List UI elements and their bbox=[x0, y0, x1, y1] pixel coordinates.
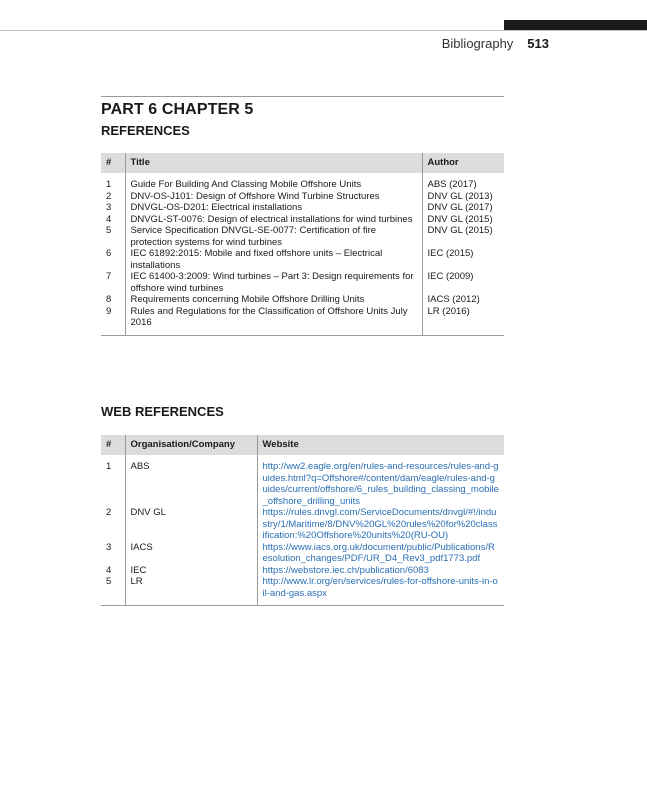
ref-author: DNV GL (2015) bbox=[427, 225, 493, 236]
ref-number: 3 bbox=[101, 202, 125, 214]
ref-number: 5 bbox=[101, 225, 125, 248]
website-link[interactable]: http://www.lr.org/en/services/rules-for-offshore-units-in-oil-and-gas.aspx bbox=[262, 576, 498, 599]
website-link[interactable]: https://webstore.iec.ch/publication/6083 bbox=[262, 564, 429, 576]
table-row bbox=[101, 507, 504, 542]
chapter-rule bbox=[101, 96, 504, 97]
ref-title: DNVGL-ST-0076: Design of electrical installations for wind turbines bbox=[125, 214, 422, 226]
table-row bbox=[101, 455, 504, 507]
web-ref-organisation: LR bbox=[125, 576, 257, 606]
web-references-heading: WEB REFERENCES bbox=[101, 404, 224, 419]
table-row bbox=[101, 214, 504, 226]
col-number-header: # bbox=[101, 153, 125, 173]
table-row bbox=[101, 542, 504, 565]
web-ref-organisation: ABS bbox=[125, 455, 257, 507]
web-ref-number: 1 bbox=[101, 455, 125, 507]
col-title-header: Title bbox=[125, 153, 422, 173]
ref-author: DNV GL (2013) bbox=[427, 190, 493, 202]
ref-number: 9 bbox=[101, 306, 125, 336]
table-row bbox=[101, 248, 504, 271]
running-header bbox=[442, 36, 549, 51]
web-ref-organisation: IEC bbox=[125, 565, 257, 577]
ref-title: Service Specification DNVGL-SE-0077: Certification of fire protection systems for wind turbines bbox=[125, 225, 422, 248]
references-table bbox=[101, 153, 504, 336]
web-ref-cell bbox=[257, 507, 504, 542]
web-ref-number: 2 bbox=[101, 507, 125, 542]
ref-author: IEC (2015) bbox=[427, 248, 474, 259]
website-link[interactable]: https://www.iacs.org.uk/document/public/Publications/Resolution_changes/PDF/UR_D4_Rev3_pdf1773.pdf bbox=[262, 541, 495, 564]
ref-number: 7 bbox=[101, 271, 125, 294]
web-ref-cell bbox=[257, 565, 504, 577]
web-ref-number: 5 bbox=[101, 576, 125, 606]
ref-number: 1 bbox=[101, 173, 125, 191]
table-row bbox=[101, 576, 504, 606]
web-ref-cell bbox=[257, 455, 504, 507]
ref-author: LR (2016) bbox=[427, 305, 470, 317]
web-ref-number: 4 bbox=[101, 565, 125, 577]
ref-author: DNV GL (2015) bbox=[427, 213, 493, 225]
ref-title: DNVGL-OS-D201: Electrical installations bbox=[125, 202, 422, 214]
ref-title: IEC 61892:2015: Mobile and fixed offshore units – Electrical installations bbox=[125, 248, 422, 271]
web-ref-number: 3 bbox=[101, 542, 125, 565]
ref-author: ABS (2017) bbox=[427, 179, 477, 190]
ref-author: IEC (2009) bbox=[427, 271, 474, 282]
table-row bbox=[101, 565, 504, 577]
running-title: Bibliography bbox=[441, 36, 514, 51]
col-organisation-header: Organisation/Company bbox=[125, 435, 257, 455]
table-row bbox=[101, 306, 504, 336]
table-row bbox=[101, 202, 504, 214]
web-references-header-row bbox=[101, 435, 504, 455]
ref-number: 2 bbox=[101, 191, 125, 203]
ref-title: DNV-OS-J101: Design of Offshore Wind Turbine Structures bbox=[125, 191, 422, 203]
ref-author: DNV GL (2017) bbox=[427, 202, 493, 213]
col-website-header: Website bbox=[257, 435, 504, 455]
table-row bbox=[101, 173, 504, 191]
web-ref-organisation: DNV GL bbox=[125, 507, 257, 542]
ref-title: Rules and Regulations for the Classification of Offshore Units July 2016 bbox=[125, 306, 422, 336]
web-ref-organisation: IACS bbox=[125, 542, 257, 565]
chapter-title: PART 6 CHAPTER 5 bbox=[101, 101, 254, 118]
ref-title: Guide For Building And Classing Mobile Offshore Units bbox=[125, 173, 422, 191]
page-number: 513 bbox=[527, 36, 549, 51]
references-heading: REFERENCES bbox=[101, 123, 190, 138]
ref-number: 6 bbox=[101, 248, 125, 271]
ref-author: IACS (2012) bbox=[427, 294, 480, 305]
table-row bbox=[101, 294, 504, 306]
col-number-header: # bbox=[101, 435, 125, 455]
ref-title: IEC 61400-3:2009: Wind turbines – Part 3: Design requirements for offshore wind turbines bbox=[125, 271, 422, 294]
table-row bbox=[101, 271, 504, 294]
website-link[interactable]: http://ww2.eagle.org/en/rules-and-resources/rules-and-guides.html?q=Offshore#/content/dam/eagle/rules-and-guides/current/offshore/6_rules_building_classing_mobile_offshore_drilling_units bbox=[262, 461, 499, 507]
ref-title: Requirements concerning Mobile Offshore Drilling Units bbox=[125, 294, 422, 306]
web-references-table bbox=[101, 435, 504, 606]
website-link[interactable]: https://rules.dnvgl.com/ServiceDocuments/dnvgl/#!/industry/1/Maritime/8/DNV%20GL%20rules%20for%20classification:%20Offshore%20units%20(RU-OU) bbox=[262, 507, 498, 541]
ref-number: 4 bbox=[101, 214, 125, 226]
web-ref-cell bbox=[257, 542, 504, 565]
col-author-header: Author bbox=[422, 153, 504, 173]
table-row bbox=[101, 225, 504, 248]
ref-number: 8 bbox=[101, 294, 125, 306]
header-rule bbox=[0, 30, 647, 31]
table-row bbox=[101, 191, 504, 203]
web-ref-cell bbox=[257, 576, 504, 606]
references-header-row bbox=[101, 153, 504, 173]
